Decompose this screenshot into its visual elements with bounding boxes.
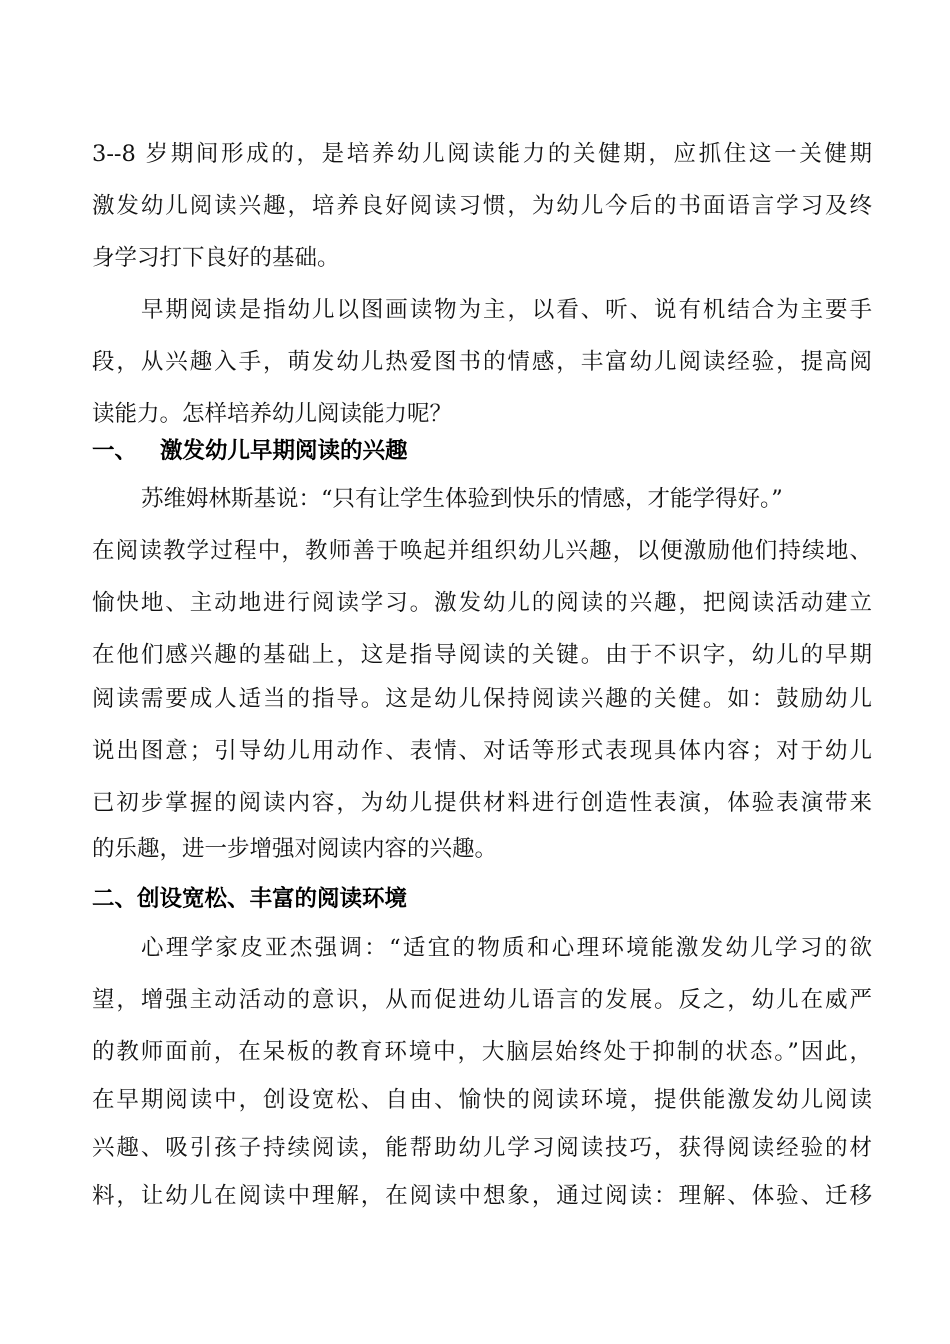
section-1-title: 激发幼儿早期阅读的兴趣 [160, 438, 408, 464]
section-2-title: 创设宽松、丰富的阅读环境 [137, 886, 408, 912]
section-1-line-6: 说出图意；引导幼儿用动作、表情、对话等形式表现具体内容；对于幼儿 [92, 738, 872, 764]
section-1-line-7: 已初步掌握的阅读内容，为幼儿提供材料进行创造性表演，体验表演带来 [92, 790, 872, 816]
section-2-line-3: 的教师面前，在呆板的教育环境中，大脑层始终处于抑制的状态。”因此， [92, 1039, 872, 1065]
section-2-line-4: 在早期阅读中，创设宽松、自由、愉快的阅读环境，提供能激发幼儿阅读 [92, 1087, 872, 1113]
section-2-line-5: 兴趣、吸引孩子持续阅读，能帮助幼儿学习阅读技巧，获得阅读经验的材 [92, 1135, 872, 1161]
paragraph-1-line-1: 3--8 岁期间形成的，是培养幼儿阅读能力的关健期，应抓住这一关健期 [92, 141, 872, 167]
section-1-number: 一、 [92, 438, 138, 464]
section-2-number: 二、 [92, 886, 138, 912]
paragraph-1-line-2: 激发幼儿阅读兴趣，培养良好阅读习惯，为幼儿今后的书面语言学习及终 [92, 193, 872, 219]
section-2-line-1: 心理学家皮亚杰强调：“适宜的物质和心理环境能激发幼儿学习的欲 [141, 935, 872, 961]
section-1-line-3: 愉快地、主动地进行阅读学习。激发幼儿的阅读的兴趣，把阅读活动建立 [92, 590, 872, 616]
section-1-line-8: 的乐趣，进一步增强对阅读内容的兴趣。 [92, 836, 498, 862]
paragraph-1-line-3: 身学习打下良好的基础。 [92, 245, 340, 271]
section-1-heading [92, 425, 408, 477]
paragraph-2-line-1: 早期阅读是指幼儿以图画读物为主，以看、听、说有机结合为主要手 [141, 297, 872, 323]
section-1-line-1: 苏维姆林斯基说：“只有让学生体验到快乐的情感，才能学得好。” [141, 486, 783, 512]
section-1-line-5: 阅读需要成人适当的指导。这是幼儿保持阅读兴趣的关健。如：鼓励幼儿 [92, 686, 872, 712]
paragraph-2-line-3: 读能力。怎样培养幼儿阅读能力呢？ [92, 401, 453, 427]
section-1-line-2: 在阅读教学过程中，教师善于唤起并组织幼儿兴趣，以便激励他们持续地、 [92, 538, 872, 564]
section-2-line-2: 望，增强主动活动的意识，从而促进幼儿语言的发展。反之，幼儿在威严 [92, 987, 872, 1013]
paragraph-2-line-2: 段，从兴趣入手，萌发幼儿热爱图书的情感，丰富幼儿阅读经验，提高阅 [92, 349, 872, 375]
section-2-line-6: 料，让幼儿在阅读中理解，在阅读中想象，通过阅读：理解、体验、迁移 [92, 1183, 872, 1209]
section-1-line-4: 在他们感兴趣的基础上，这是指导阅读的关键。由于不识字，幼儿的早期 [92, 642, 872, 668]
section-2-heading [92, 873, 407, 925]
